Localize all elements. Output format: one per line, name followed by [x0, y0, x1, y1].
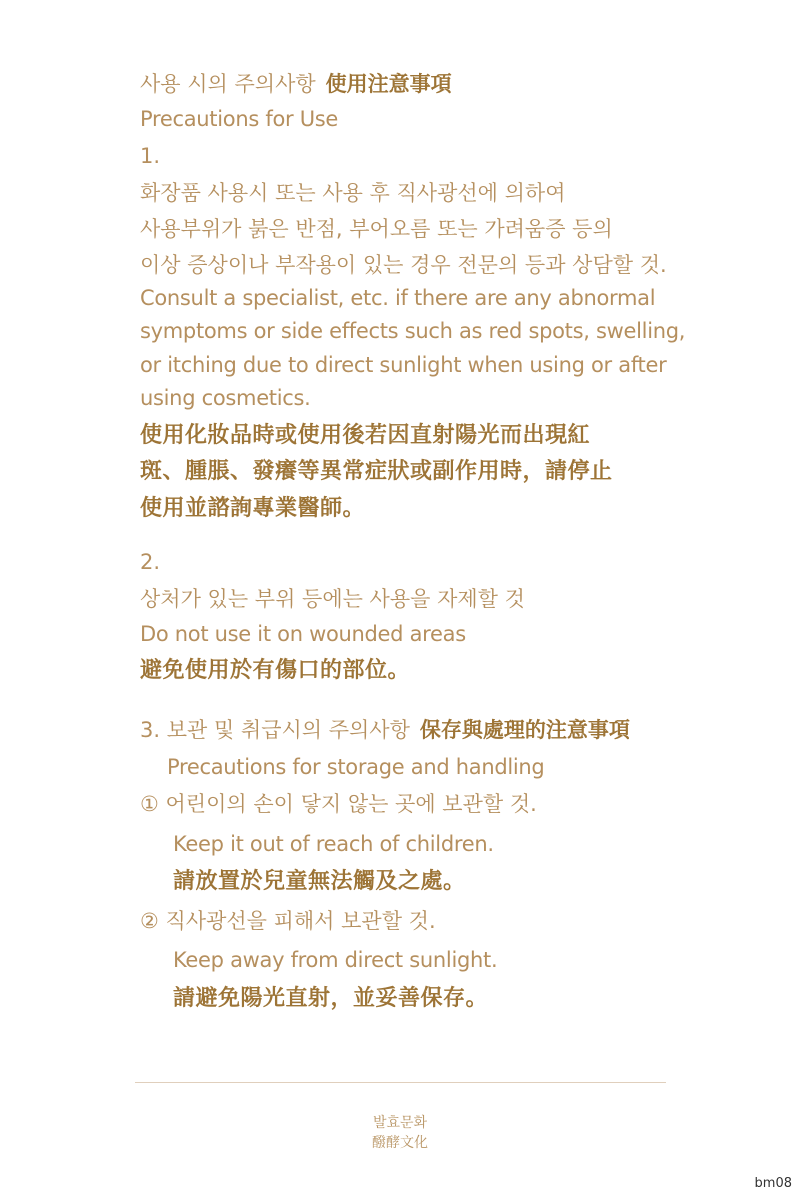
brand-name-cn: 醱酵文化 — [372, 1135, 428, 1151]
section3-item-2-en: Keep away from direct sunlight. — [173, 948, 498, 973]
title-cn: 使用注意事項 — [325, 72, 452, 96]
section2-number: 2. — [140, 550, 161, 575]
section1-cn-line-1: 使用化妝品時或使用後若因直射陽光而出現紅 — [140, 422, 591, 448]
title-ko: 사용 시의 주의사항 — [140, 72, 316, 96]
section1-cn-line-2: 斑、腫脹、發癢等異常症狀或副作用時，請停止 — [140, 459, 613, 485]
section3-heading-en: Precautions for storage and handling — [167, 755, 545, 780]
section3-item-1-ko: ① 어린이의 손이 닿지 않는 곳에 보관할 것. — [140, 792, 537, 817]
section1-en-line-1: Consult a specialist, etc. if there are any abnormal — [140, 286, 656, 311]
section2-ko: 상처가 있는 부위 등에는 사용을 자제할 것 — [140, 587, 525, 612]
section2-cn: 避免使用於有傷口的部位。 — [140, 657, 411, 683]
section3-item-2-ko: ② 직사광선을 피해서 보관할 것. — [140, 909, 436, 934]
section1-number: 1. — [140, 144, 161, 169]
section1-ko-line-2: 사용부위가 붉은 반점, 부어오름 또는 가려움증 등의 — [140, 216, 613, 241]
section1-ko-line-1: 화장품 사용시 또는 사용 후 직사광선에 의하여 — [140, 180, 566, 205]
section3-heading-ko: 3. 보관 및 취급시의 주의사항 — [140, 718, 410, 742]
section1-en-line-3: or itching due to direct sunlight when using or after — [140, 352, 667, 377]
section2-en: Do not use it on wounded areas — [140, 622, 466, 647]
section1-en-line-4: using cosmetics. — [140, 385, 311, 410]
section3-heading — [140, 718, 700, 743]
section1-cn-line-3: 使用並諮詢專業醫師。 — [140, 495, 366, 521]
section3-item-2-cn: 請避免陽光直射，並妥善保存。 — [173, 985, 489, 1011]
precautions-content — [140, 72, 700, 1012]
section3-item-1-en: Keep it out of reach of children. — [173, 831, 494, 856]
brand-name-ko: 발효문화 — [372, 1115, 428, 1131]
section1-ko-line-3: 이상 증상이나 부작용이 있는 경우 전문의 등과 상담할 것. — [140, 252, 667, 277]
title-row — [140, 72, 700, 97]
section1-en-line-2: symptoms or side effects such as red spots, swelling, — [140, 319, 686, 344]
section3-item-1-cn: 請放置於兒童無法觸及之處。 — [173, 868, 466, 894]
page-code: bm08 — [754, 1176, 792, 1191]
title-en: Precautions for Use — [140, 107, 339, 132]
section3-heading-cn: 保存與處理的注意事項 — [419, 718, 630, 742]
footer-divider — [135, 1082, 666, 1083]
